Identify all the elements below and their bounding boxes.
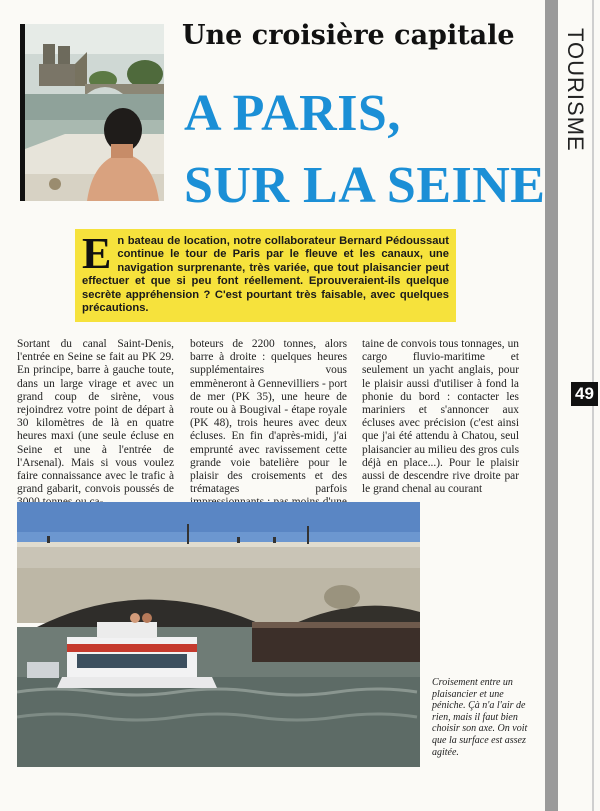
column-3-text: taine de convois tous tonnages, un cargo fluvio-maritime et seulement un yacht anglais, pour le plaisir aussi d'utiliser à fond la phonie du bord : contacter les mariniers et s'annoncer aux écluses avec précision (c'est ainsi que j'ai été attendu à Chatou, seul plaisancier au milieu des gros culs déjà en place...). Pour le plaisir aussi de descendre rive droite par le grand chenal au courant: [362, 338, 519, 496]
column-1-text: Sortant du canal Saint-Denis, l'entrée en Seine se fait au PK 29. En principe, barre à gauche toute, dans un large virage et avec un grand coup de sirène, vous rejoindrez votre point de départ à 30 kilomètres de là en quatre heures maxi (une seule écluse en Seine et une à l'entrée de l'Arsenal). Mais si vous voulez faire connaissance avec le trafic à grand gabarit, convois poussés de: [17, 338, 174, 496]
side-strip: [545, 0, 558, 811]
column-2-text: boteurs de 2200 tonnes, alors barre à droite : quelques heures supplémentaires vous emmèneront à Gennevilliers - port de mer (PK 35), une heure de route ou à Bougival - étape royale (PK 48), trois heures avec deux écluses. En fin d'après-midi, j'ai emprunté avec ravissement cette grande voie batelière pour le plaisir des croisements et des trématages parfois: [190, 338, 347, 496]
top-photo: [20, 24, 164, 201]
intro-box: [75, 229, 456, 322]
article-column-1: [17, 338, 174, 510]
section-label: TOURISME: [563, 28, 588, 152]
intro-text: n bateau de location, notre collaborateur Bernard Pédoussaut continue le tour de Paris par le fleuve et les canaux, une navigation surprenante, très variée, que tout plaisancier peut effectuer et que si peu font réellement. Eprouveraient-ils quelque secrète appréhension ? C'est pourtant très faisable, avec quelques précautions.: [82, 235, 449, 315]
headline-line-1: A PARIS,: [184, 85, 401, 142]
intro-dropcap: E: [82, 229, 112, 278]
bottom-photo: [17, 502, 420, 767]
page-number: 49: [571, 382, 598, 406]
photo-caption: Croisement entre un plaisancier et une péniche. Çà n'a l'air de rien, mais il faut bien choisir son axe. On voit que la surface est assez agitée.: [432, 677, 528, 758]
headline-line-2: SUR LA SEINE: [184, 157, 546, 214]
article-column-2: [190, 338, 347, 523]
kicker: Une croisière capitale: [182, 20, 515, 51]
article-column-3: [362, 338, 519, 496]
boat-view-photo: [25, 24, 164, 201]
bridge-photo: [17, 502, 420, 767]
